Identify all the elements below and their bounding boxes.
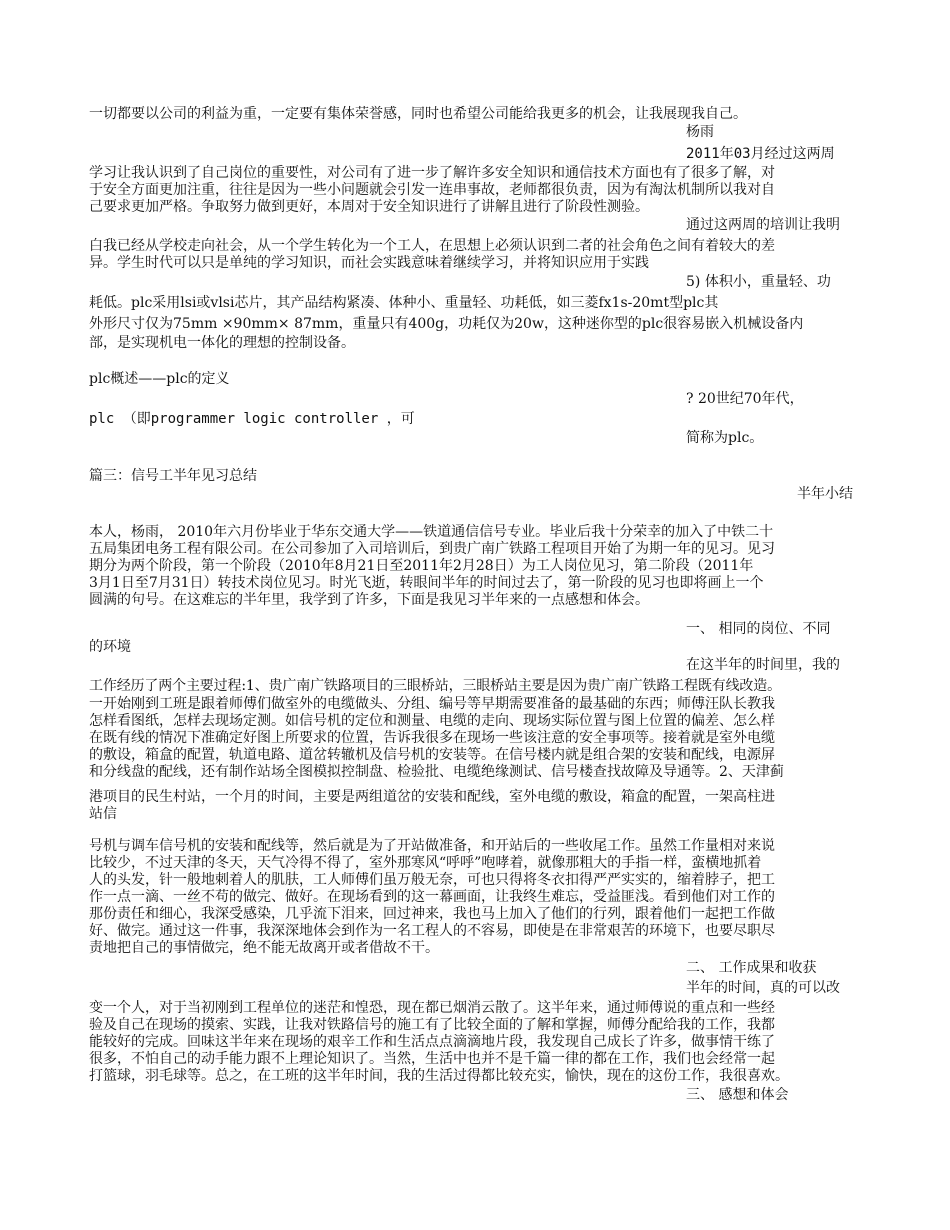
section-heading: plc概述——plc的定义: [89, 371, 230, 387]
text-line: 在这半年的时间里，我的: [686, 657, 840, 673]
text-line: 部，是实现机电一体化的理想的控制设备。: [89, 335, 355, 351]
text-line: 己要求更加严格。争取努力做到更好，本周对于安全知识进行了讲解且进行了阶段性测验。: [89, 199, 649, 215]
text-line: 那份责任和细心，我深受感染，几乎流下泪来，回过神来，我也马上加入了他们的行列，跟着他们一起把工作做: [89, 906, 775, 922]
text-line: 白我已经从学校走向社会，从一个学生转化为一个工人，在思想上必须认识到二者的社会角色之间有着较大的差: [89, 238, 775, 254]
text-line: 本人，杨雨， 2010年六月份毕业于华东交通大学——铁道通信信号专业。毕业后我十分荣幸的加入了中铁二十: [89, 524, 774, 540]
text-line: 作一点一滴、一丝不苟的做完、做好。在现场看到的这一幕画面，让我终生难忘，受益匪浅。看到他们对工作的: [89, 889, 775, 905]
text-line: 人的头发，针一般地刺着人的肌肤，工人师傅们虽万般无奈，可也只得将冬衣扣得严严实实的，缩着脖子，把工: [89, 872, 775, 888]
text-line: 怎样看图纸，怎样去现场定测。如信号机的定位和测量、电缆的走向、现场实际位置与图上位置的偏差、怎么样: [89, 713, 775, 729]
date-line: 2011年03月经过这两周: [686, 146, 835, 162]
text-line: 能较好的完成。回味这半年来在现场的艰辛工作和生活点点滴滴地片段，我发现自己成长了许多，做事情干练了: [89, 1034, 775, 1050]
text-line: ? 20世纪70年代，: [686, 391, 804, 407]
text-line: 站信: [89, 806, 117, 822]
text-line: 号机与调车信号机的安装和配线等，然后就是为了开站做准备，和开站后的一些收尾工作。虽然工作量相对来说: [89, 838, 775, 854]
text-line: 简称为plc。: [686, 430, 764, 446]
text-line: 好、做完。通过这一件事，我深深地体会到作为一名工程人的不容易，即使是在非常艰苦的环境下，也要尽职尽: [89, 923, 775, 939]
text-line: 变一个人，对于当初刚到工程单位的迷茫和惶恐，现在都已烟消云散了。这半年来，通过师傅说的重点和一些经: [89, 1000, 775, 1016]
text-line: 异。学生时代可以只是单纯的学习知识，而社会实践意味着继续学习，并将知识应用于实践: [89, 255, 649, 271]
chapter-title: 篇三：信号工半年见习总结: [89, 468, 257, 484]
section-heading: 三、 感想和体会: [686, 1087, 789, 1103]
text-line: 和分线盘的配线，还有制作站场全图模拟控制盘、检验批、电缆绝缘测试、信号楼查找故障及导通等。2、天津蓟: [89, 764, 784, 780]
text-line: 很多，不怕自己的动手能力跟不上理论知识了。当然，生活中也并不是千篇一律的都在工作，我们也会经常一起: [89, 1051, 775, 1067]
text-line: 工作经历了两个主要过程:1、贵广南广铁路项目的三眼桥站，三眼桥站主要是因为贵广南广铁路工程既有线改造。: [89, 678, 781, 694]
text-line: 一切都要以公司的利益为重，一定要有集体荣誉感，同时也希望公司能给我更多的机会，让我展现我自己。: [89, 106, 747, 122]
text-line: 外形尺寸仅为75mm ×90mm× 87mm，重量只有400g，功耗仅为20w，这种迷你型的plc很容易嵌入机械设备内: [89, 316, 804, 332]
text-line: 五局集团电务工程有限公司。在公司参加了入司培训后，到贵广南广铁路工程项目开始了为期一年的见习。见习: [89, 541, 775, 557]
text-line: 比较少，不过天津的冬天，天气冷得不得了，室外那寒风“呼呼”咆哮着，就像那粗大的手指一样，蛮横地抓着: [89, 855, 762, 871]
text-line: 耗低。plc采用lsi或vlsi芯片，其产品结构紧凑、体种小、重量轻、功耗低，如三菱fx1s-20mt型plc其: [89, 295, 719, 311]
text-line: 通过这两周的培训让我明: [686, 217, 840, 233]
text-line: 责地把自己的事情做完，绝不能无故离开或者借故不干。: [89, 940, 439, 956]
text-line: 验及自己在现场的摸索、实践，让我对铁路信号的施工有了比较全面的了解和掌握，师傅分配给我的工作，我都: [89, 1017, 775, 1033]
text-line: 打篮球，羽毛球等。总之，在工班的这半年时间，我的生活过得都比较充实，愉快，现在的这份工作，我很喜欢。: [89, 1068, 789, 1084]
text-line: 圆满的句号。在这难忘的半年里，我学到了许多，下面是我见习半年来的一点感想和体会。: [89, 592, 649, 608]
text-line: plc （即programmer logic controller ，可: [89, 411, 415, 427]
text-line: 的敷设，箱盒的配置，轨道电路、道岔转辙机及信号机的安装等。在信号楼内就是组合架的安装和配线，电源屏: [89, 747, 775, 763]
text-line: 的环境: [89, 639, 131, 655]
document-subtitle: 半年小结: [797, 486, 853, 502]
text-line: 半年的时间，真的可以改: [686, 980, 840, 996]
text-line: 港项目的民生村站，一个月的时间，主要是两组道岔的安装和配线，室外电缆的敷设，箱盒的配置，一架高柱进: [89, 789, 775, 805]
signature-name: 杨雨: [686, 124, 714, 140]
text-line: 一开始刚到工班是跟着师傅们做室外的电缆做头、分组、编号等早期需要准备的最基础的东西；师傅汪队长教我: [89, 696, 775, 712]
text-line: 于安全方面更加注重，往往是因为一些小问题就会引发一连串事故，老师都很负责，因为有淘汰机制所以我对自: [89, 182, 775, 198]
text-line: 在既有线的情况下准确定好图上所要求的位置，告诉我很多在现场一些该注意的安全事项等。接着就是室外电缆: [89, 730, 775, 746]
section-heading: 二、 工作成果和收获: [686, 960, 817, 976]
text-line: 5) 体积小，重量轻、功: [686, 274, 831, 290]
text-line: 期分为两个阶段，第一个阶段（2010年8月21日至2011年2月28日）为工人岗位见习，第二阶段（2011年: [89, 558, 754, 574]
text-line: 学习让我认识到了自己岗位的重要性，对公司有了进一步了解许多安全知识和通信技术方面也有了很多了解，对: [89, 165, 775, 181]
text-line: 3月1日至7月31日）转技术岗位见习。时光飞逝，转眼间半年的时间过去了，第一阶段的见习也即将画上一个: [89, 575, 764, 591]
section-heading: 一、 相同的岗位、不同: [686, 621, 831, 637]
